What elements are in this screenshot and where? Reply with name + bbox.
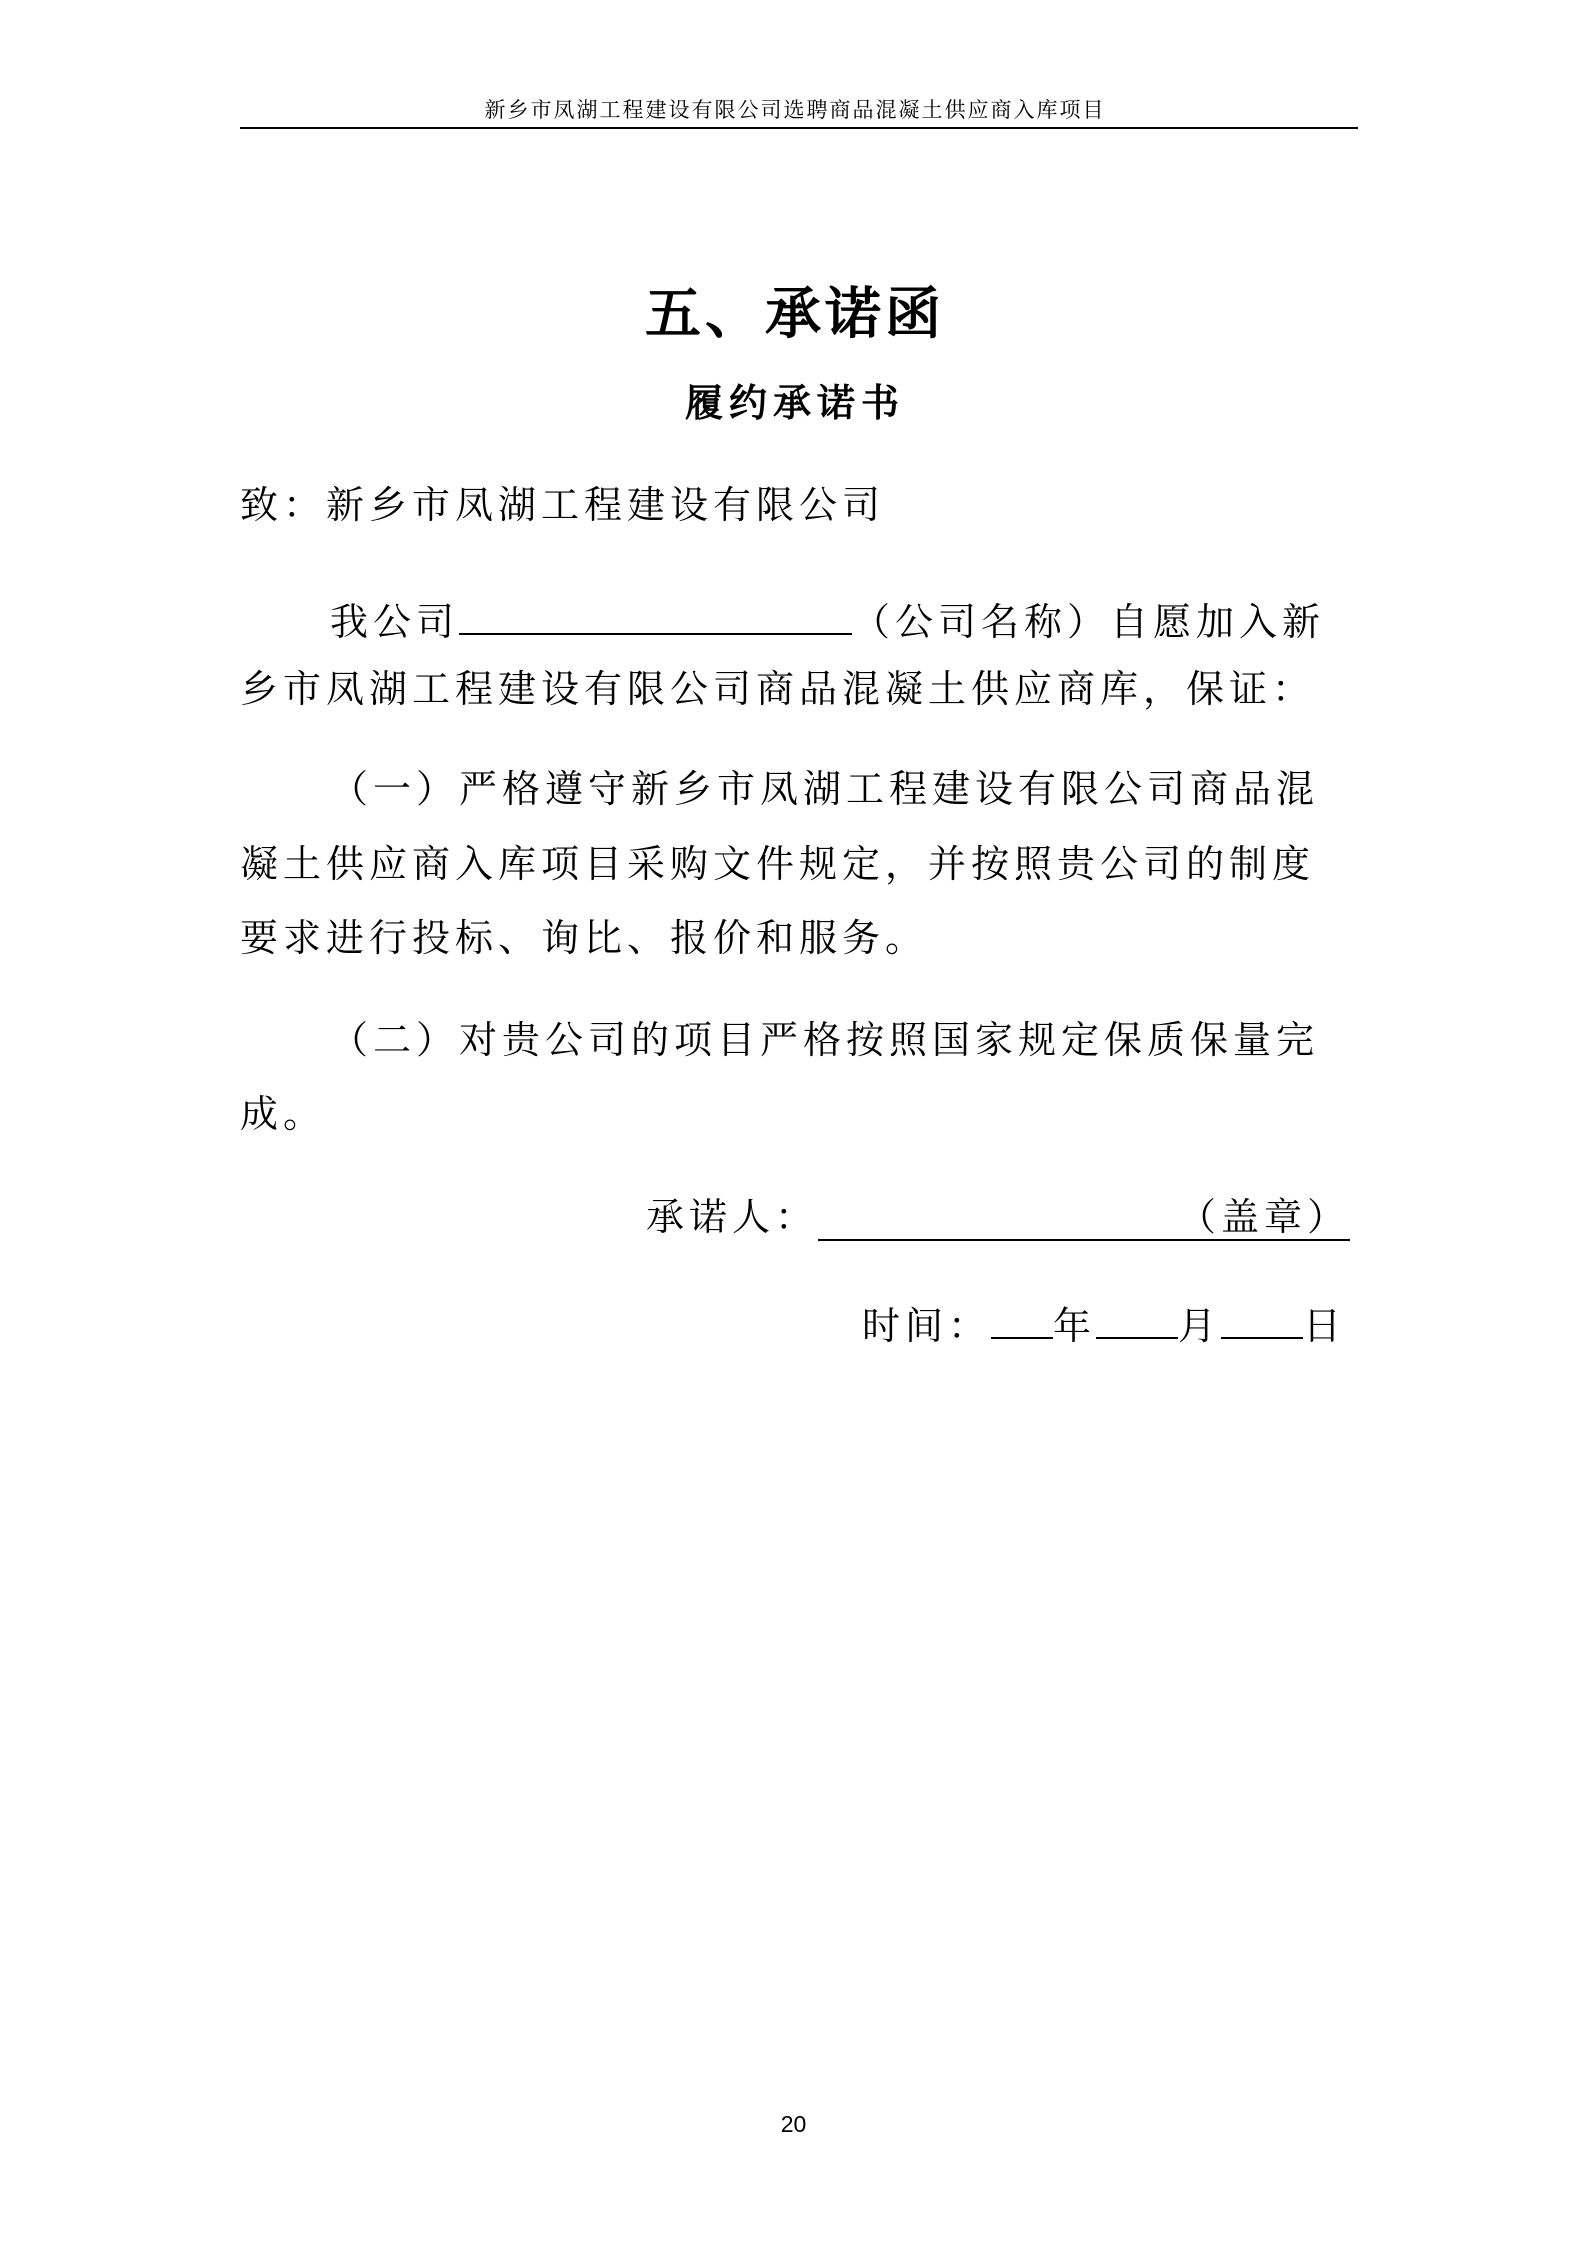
- month-label: 月: [1178, 1304, 1222, 1348]
- addressee: 致：新乡市凤湖工程建设有限公司: [240, 483, 886, 527]
- paragraph-1-line-2: 乡市凤湖工程建设有限公司商品混凝土供应商库，保证：: [240, 667, 1316, 711]
- clause-2-line-2: 成。: [240, 1092, 327, 1136]
- page-number: 20: [780, 2111, 807, 2137]
- date-label: 时间：: [862, 1304, 992, 1348]
- seal-label: （盖章）: [1178, 1195, 1351, 1239]
- running-header: 新乡市凤湖工程建设有限公司选聘商品混凝土供应商入库项目: [484, 98, 1106, 122]
- header-divider: [240, 127, 1358, 129]
- day-label: 日: [1303, 1304, 1347, 1348]
- date-row: [862, 1299, 1346, 1348]
- clause-1-line-3: 要求进行投标、询比、报价和服务。: [240, 916, 929, 960]
- year-blank: [991, 1299, 1053, 1339]
- section-title: 五、承诺函: [645, 281, 945, 347]
- clause-2-line-1: （二）对贵公司的项目严格按照国家规定保质保量完: [330, 1018, 1320, 1062]
- clause-1-line-1: （一）严格遵守新乡市凤湖工程建设有限公司商品混: [330, 767, 1320, 811]
- company-name-blank: [459, 595, 852, 635]
- company-prefix: 我公司: [330, 600, 460, 644]
- year-label: 年: [1053, 1304, 1097, 1348]
- signatory-row: [646, 1195, 1350, 1241]
- day-blank: [1221, 1299, 1303, 1339]
- signatory-label: 承诺人：: [646, 1195, 819, 1239]
- company-suffix: （公司名称）自愿加入新: [852, 600, 1326, 644]
- clause-1-line-2: 凝土供应商入库项目采购文件规定，并按照贵公司的制度: [240, 842, 1316, 886]
- month-blank: [1096, 1299, 1178, 1339]
- signature-line: [818, 1195, 1350, 1241]
- letter-subtitle: 履约承诺书: [684, 380, 905, 425]
- paragraph-1-line-1: [330, 595, 1325, 644]
